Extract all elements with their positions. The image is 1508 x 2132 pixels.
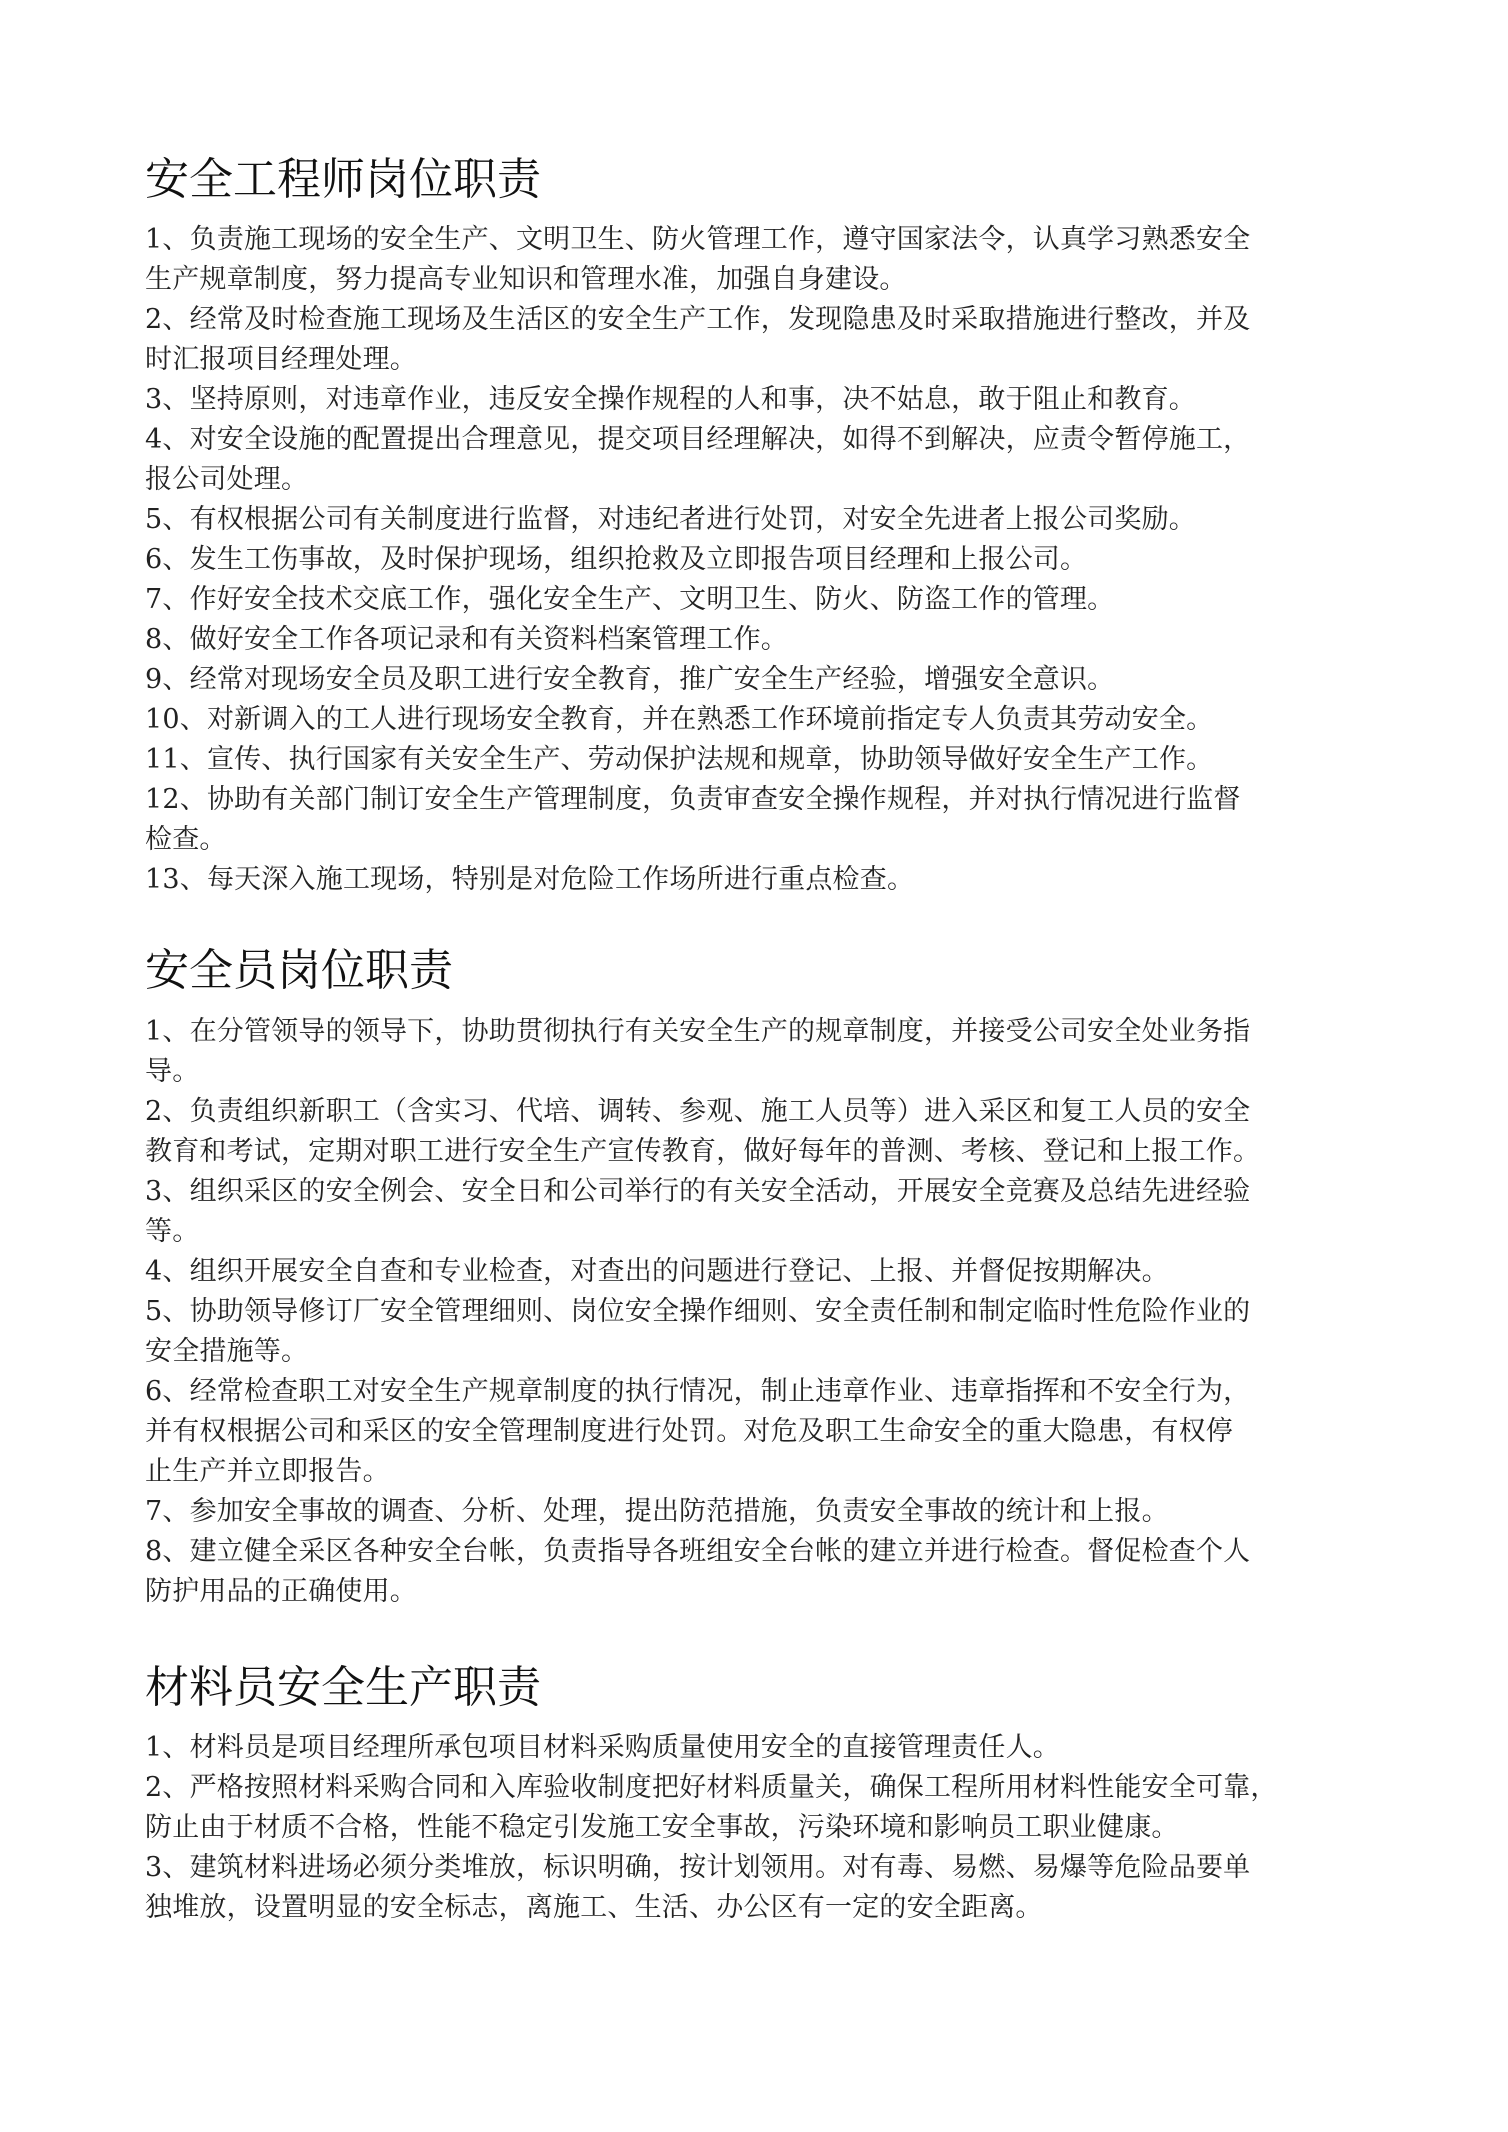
- text-line: 10、对新调入的工人进行现场安全教育，并在熟悉工作环境前指定专人负责其劳动安全。: [145, 704, 1214, 735]
- text-line: 3、坚持原则，对违章作业，违反安全操作规程的人和事，决不姑息，敢于阻止和教育。: [145, 384, 1196, 415]
- text-line: 等。: [145, 1216, 200, 1247]
- text-line: 4、组织开展安全自查和专业检查，对查出的问题进行登记、上报、并督促按期解决。: [145, 1256, 1169, 1287]
- text-line: 止生产并立即报告。: [145, 1456, 390, 1487]
- section-title: 安全工程师岗位职责: [145, 154, 541, 205]
- text-line: 3、组织采区的安全例会、安全日和公司举行的有关安全活动，开展安全竞赛及总结先进经验: [145, 1176, 1251, 1207]
- section-safety-engineer: [145, 152, 1375, 900]
- text-line: 报公司处理。: [145, 464, 309, 495]
- text-line: 12、协助有关部门制订安全生产管理制度，负责审查安全操作规程，并对执行情况进行监督: [145, 784, 1241, 815]
- text-line: 4、对安全设施的配置提出合理意见，提交项目经理解决，如得不到解决，应责令暂停施工，: [145, 424, 1251, 455]
- text-line: 6、发生工伤事故，及时保护现场，组织抢救及立即报告项目经理和上报公司。: [145, 544, 1088, 575]
- text-line: 13、每天深入施工现场，特别是对危险工作场所进行重点检查。: [145, 864, 915, 895]
- text-line: 生产规章制度，努力提高专业知识和管理水准，加强自身建设。: [145, 264, 907, 295]
- text-line: 并有权根据公司和采区的安全管理制度进行处罚。对危及职工生命安全的重大隐患，有权停: [145, 1416, 1233, 1447]
- section-body: [145, 1012, 1375, 1612]
- text-line: 5、协助领导修订厂安全管理细则、岗位安全操作细则、安全责任制和制定临时性危险作业的: [145, 1296, 1251, 1327]
- text-line: 检查。: [145, 824, 227, 855]
- text-line: 7、作好安全技术交底工作，强化安全生产、文明卫生、防火、防盗工作的管理。: [145, 584, 1115, 615]
- text-line: 2、严格按照材料采购合同和入库验收制度把好材料质量关，确保工程所用材料性能安全可靠，: [145, 1772, 1278, 1803]
- section-title: 安全员岗位职责: [145, 945, 453, 996]
- text-line: 8、做好安全工作各项记录和有关资料档案管理工作。: [145, 624, 788, 655]
- text-line: 防护用品的正确使用。: [145, 1576, 417, 1607]
- text-line: 时汇报项目经理处理。: [145, 344, 417, 375]
- text-line: 11、宣传、执行国家有关安全生产、劳动保护法规和规章，协助领导做好安全生产工作。: [145, 744, 1214, 775]
- text-line: 2、经常及时检查施工现场及生活区的安全生产工作，发现隐患及时采取措施进行整改，并及: [145, 304, 1251, 335]
- section-material-officer: [145, 1660, 1375, 1928]
- text-line: 5、有权根据公司有关制度进行监督，对违纪者进行处罚，对安全先进者上报公司奖励。: [145, 504, 1196, 535]
- text-line: 9、经常对现场安全员及职工进行安全教育，推广安全生产经验，增强安全意识。: [145, 664, 1115, 695]
- section-safety-officer: [145, 943, 1375, 1612]
- text-line: 导。: [145, 1056, 200, 1087]
- text-line: 3、建筑材料进场必须分类堆放，标识明确，按计划领用。对有毒、易燃、易爆等危险品要单: [145, 1852, 1251, 1883]
- section-body: [145, 1728, 1375, 1928]
- text-line: 6、经常检查职工对安全生产规章制度的执行情况，制止违章作业、违章指挥和不安全行为，: [145, 1376, 1251, 1407]
- text-line: 2、负责组织新职工（含实习、代培、调转、参观、施工人员等）进入采区和复工人员的安全: [145, 1096, 1251, 1127]
- text-line: 1、负责施工现场的安全生产、文明卫生、防火管理工作，遵守国家法令，认真学习熟悉安全: [145, 224, 1251, 255]
- text-line: 教育和考试，定期对职工进行安全生产宣传教育，做好每年的普测、考核、登记和上报工作。: [145, 1136, 1261, 1167]
- text-line: 8、建立健全采区各种安全台帐，负责指导各班组安全台帐的建立并进行检查。督促检查个人: [145, 1536, 1251, 1567]
- text-line: 独堆放，设置明显的安全标志，离施工、生活、办公区有一定的安全距离。: [145, 1892, 1043, 1923]
- text-line: 1、在分管领导的领导下，协助贯彻执行有关安全生产的规章制度，并接受公司安全处业务指: [145, 1016, 1251, 1047]
- text-line: 防止由于材质不合格，性能不稳定引发施工安全事故，污染环境和影响员工职业健康。: [145, 1812, 1179, 1843]
- section-body: [145, 220, 1375, 900]
- text-line: 1、材料员是项目经理所承包项目材料采购质量使用安全的直接管理责任人。: [145, 1732, 1060, 1763]
- text-line: 7、参加安全事故的调查、分析、处理，提出防范措施，负责安全事故的统计和上报。: [145, 1496, 1169, 1527]
- text-line: 安全措施等。: [145, 1336, 309, 1367]
- section-title: 材料员安全生产职责: [145, 1662, 541, 1713]
